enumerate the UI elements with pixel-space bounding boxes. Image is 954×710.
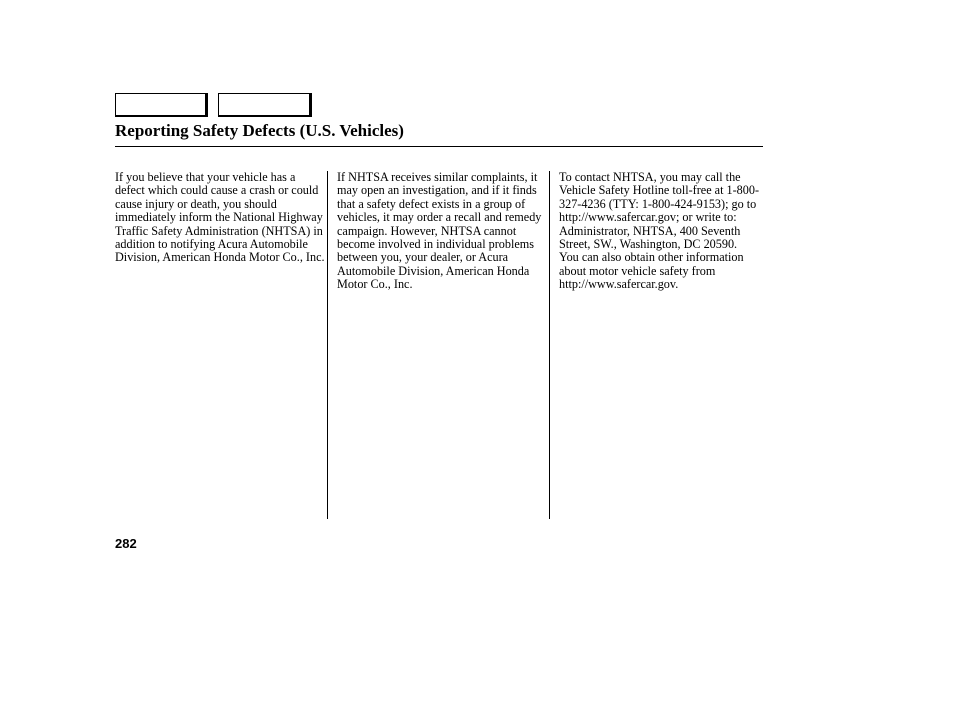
page-title: Reporting Safety Defects (U.S. Vehicles) <box>115 121 404 140</box>
page-number: 282 <box>115 536 137 551</box>
text-column-3 <box>559 171 771 292</box>
text-column-2 <box>337 171 547 292</box>
column-3-paragraph-1: To contact NHTSA, you may call the Vehicle Safety Hotline toll-free at 1-800-327-4236 (TTY: 1-800-424-9153); go to http://www.safercar.gov; or write to: Administrator, NHTSA, 400 Seventh Street, SW., Washington, DC 20590. <box>559 170 760 252</box>
column-2-paragraph-1: If NHTSA receives similar complaints, it may open an investigation, and if it finds that a safety defect exists in a group of vehicles, it may order a recall and remedy campaign. However, NHTSA cannot become involved in individual problems between you, your dealer, or Acura Automobile Division, American Honda Motor Co., Inc. <box>337 170 542 292</box>
column-divider-1 <box>327 171 328 519</box>
text-column-1 <box>115 171 325 265</box>
column-divider-2 <box>549 171 550 519</box>
column-1-paragraph-1: If you believe that your vehicle has a defect which could cause a crash or could cause injury or death, you should immediately inform the National Highway Traffic Safety Administration (NHTSA) in addition to notifying Acura Automobile Division, American Honda Motor Co., Inc. <box>115 170 325 265</box>
column-3-paragraph-2: You can also obtain other information about motor vehicle safety from http://www.safercar.gov. <box>559 250 744 292</box>
nav-tab-box-2[interactable] <box>218 93 312 117</box>
title-divider <box>115 146 763 147</box>
nav-tab-box-1[interactable] <box>115 93 208 117</box>
